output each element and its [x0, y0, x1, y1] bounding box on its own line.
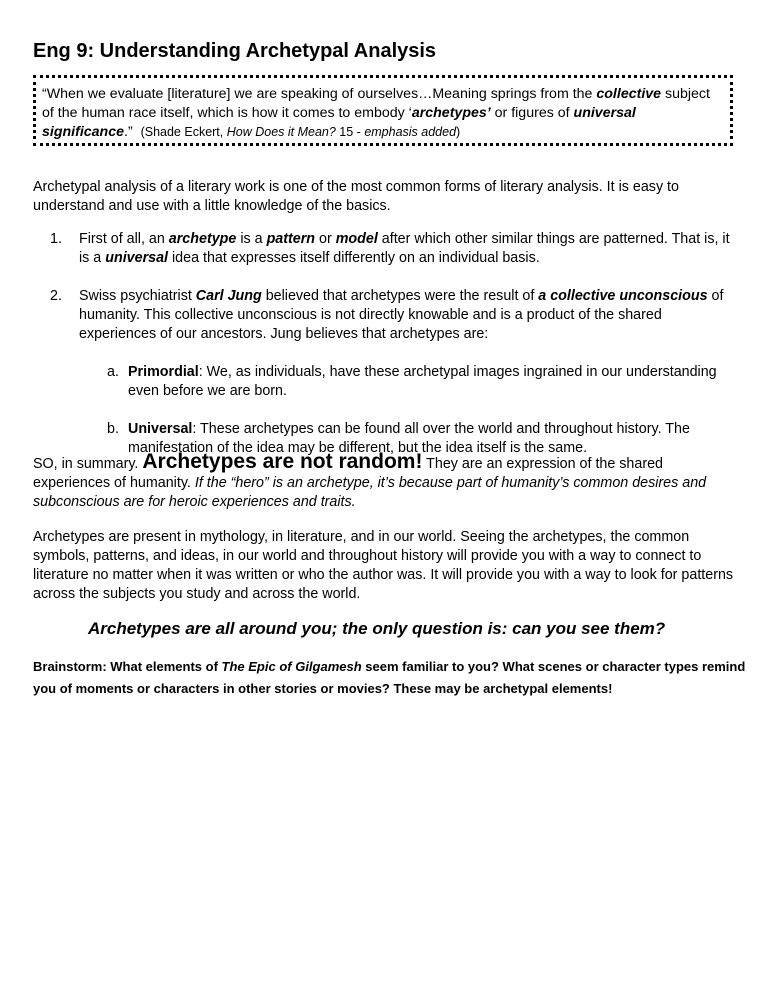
quote-emphasis: universal significance: [42, 105, 636, 140]
intro-paragraph: Archetypal analysis of a literary work is one of the most common forms of literary analysis. It is easy to understand and use with a little knowledge of the basics.: [33, 179, 679, 214]
list-item: 2. Swiss psychiatrist Carl Jung believed that archetypes were the result of a collective unconscious of humanity. This collective unconscious is not directly knowable and is a product of the shared experiences of our ancestors. Jung believes that archetypes are: a. Primordial: We, as individuals, have these archetypal images ingrained in our understanding even before we are born. b. Universal: These archetypes can be found all over the world and throughout history. The manifestation of the idea may be different, but the idea itself is the same.: [50, 287, 740, 458]
key-term: Primordial: [128, 364, 199, 380]
key-term: Universal: [128, 421, 193, 437]
quote-box: [33, 75, 733, 146]
book-title: The Epic of Gilgamesh: [221, 659, 362, 674]
key-term: model: [335, 231, 378, 247]
key-term: Carl Jung: [195, 288, 262, 304]
key-term: universal: [105, 250, 169, 266]
key-term: a collective unconscious: [538, 288, 708, 304]
callout-heading: Archetypes are all around you; the only question is: can you see them?: [88, 619, 666, 638]
quote-text: or figures of: [490, 105, 574, 121]
list-number: 1.: [50, 231, 62, 247]
key-term: archetype: [168, 231, 237, 247]
list-number: 2.: [50, 288, 62, 304]
quote-emphasis: archetypes’: [411, 105, 491, 121]
summary-headline: Archetypes are not random!: [142, 450, 423, 473]
sub-list-letter: a.: [107, 364, 119, 380]
sub-list-item: b. Universal: These archetypes can be found all over the world and throughout history. The manifestation of the idea may be different, but the idea itself is the same.: [107, 421, 690, 456]
quote-text: “When we evaluate [literature] we are speaking of ourselves…Meaning springs from the: [42, 86, 597, 102]
summary-italic: If the “hero” is an archetype, it’s because part of humanity’s common desires and subconscious are for heroic experiences and traits.: [33, 475, 707, 510]
brainstorm-prompt: Brainstorm: What elements of The Epic of Gilgamesh seem familiar to you? What scenes or character types remind you of moments or characters in other stories or movies? These may be archetypal elements!: [33, 659, 746, 696]
list-item: 1. First of all, an archetype is a pattern or model after which other similar things are patterned. That is, it is a universal idea that expresses itself differently on an individual basis.: [50, 231, 730, 266]
sub-list-letter: b.: [107, 421, 119, 437]
quote-emphasis: collective: [596, 86, 662, 102]
body-paragraph: Archetypes are present in mythology, in literature, and in our world. Seeing the archetypes, the common symbols, patterns, and ideas, in our world and throughout history will provide you with a way to connect to literature no matter when it was written or who the author was. It will provide you with a way to look for patterns across the subjects you study and across the world.: [33, 529, 734, 602]
sub-list-item: a. Primordial: We, as individuals, have these archetypal images ingrained in our understanding even before we are born.: [107, 364, 717, 399]
quote-text: .”: [124, 124, 133, 140]
quote-citation: (Shade Eckert, How Does it Mean? 15 - emphasis added): [140, 125, 461, 139]
numbered-list: [50, 230, 740, 477]
quote-text: subject of the human race itself, which is how it comes to embody ‘: [42, 86, 710, 121]
summary-paragraph: SO, in summary. Archetypes are not random! They are an expression of the shared experiences of humanity. If the “hero” is an archetype, it’s because part of humanity’s common desires and subconscious are for heroic experiences and traits.: [33, 450, 707, 510]
key-term: pattern: [266, 231, 316, 247]
page-title: Eng 9: Understanding Archetypal Analysis: [33, 40, 437, 62]
